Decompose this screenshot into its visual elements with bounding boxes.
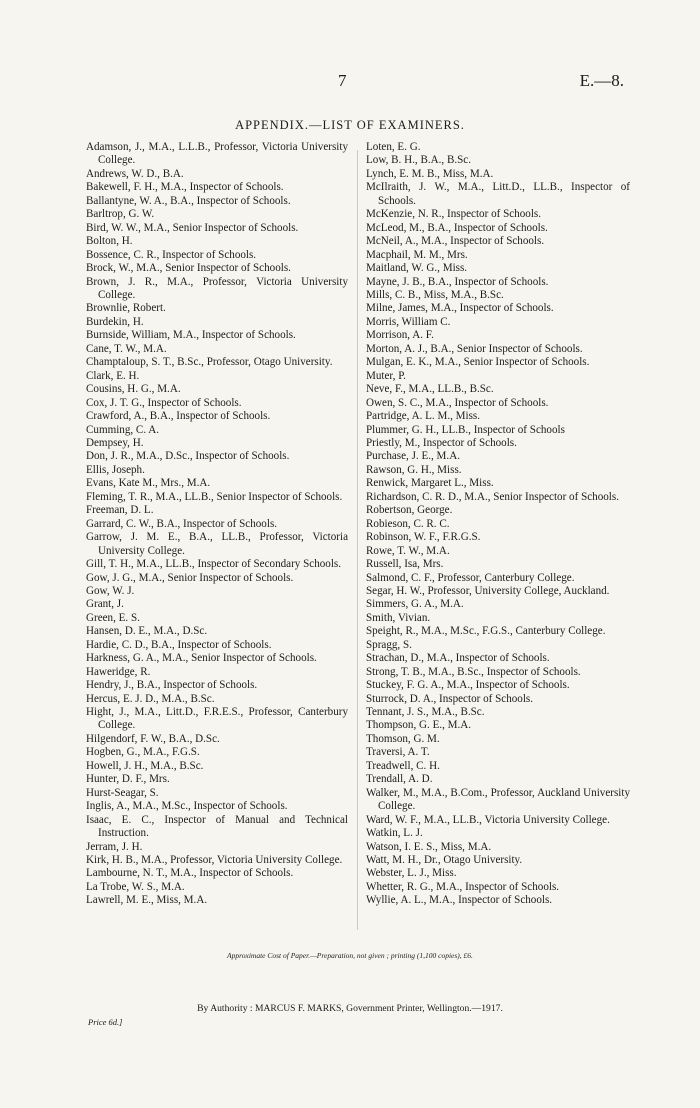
examiner-entry: Ballantyne, W. A., B.A., Inspector of Schools. bbox=[86, 194, 291, 207]
examiner-entry: Cumming, C. A. bbox=[86, 423, 160, 436]
examiner-entry: Loten, E. G. bbox=[366, 141, 421, 153]
examiner-entry: Brownlie, Robert. bbox=[86, 302, 166, 315]
examiner-entry: Haweridge, R. bbox=[86, 665, 151, 678]
examiner-entry: Brown, J. R., M.A., Professor, Victoria University College. bbox=[86, 275, 348, 301]
examiner-entry: Priestly, M., Inspector of Schools. bbox=[366, 436, 517, 449]
examiner-entry: Strong, T. B., M.A., B.Sc., Inspector of Schools. bbox=[366, 665, 581, 678]
examiner-entry: Neve, F., M.A., LL.B., B.Sc. bbox=[366, 383, 494, 396]
examiner-entry: Webster, L. J., Miss. bbox=[366, 867, 457, 880]
examiner-entry: McLeod, M., B.A., Inspector of Schools. bbox=[366, 221, 548, 234]
examiner-entry: Ward, W. F., M.A., LL.B., Victoria University College. bbox=[366, 813, 610, 826]
examiner-entry: Stuckey, F. G. A., M.A., Inspector of Schools. bbox=[366, 679, 570, 692]
examiner-entry: Traversi, A. T. bbox=[366, 746, 430, 759]
examiner-entry: Cane, T. W., M.A. bbox=[86, 342, 167, 355]
examiner-entry: Bossence, C. R., Inspector of Schools. bbox=[86, 248, 257, 261]
price-note: Price 6d.] bbox=[88, 1017, 123, 1027]
examiner-entry: Cox, J. T. G., Inspector of Schools. bbox=[86, 396, 242, 409]
examiner-entry: Brock, W., M.A., Senior Inspector of Schools. bbox=[86, 262, 291, 275]
examiner-entry: Wyllie, A. L., M.A., Inspector of Schools. bbox=[366, 894, 553, 907]
examiner-entry: Hurst-Seagar, S. bbox=[86, 786, 159, 799]
examiner-entry: Burdekin, H. bbox=[86, 315, 144, 328]
examiner-entry: Richardson, C. R. D., M.A., Senior Inspector of Schools. bbox=[366, 490, 619, 503]
examiner-entry: Macphail, M. M., Mrs. bbox=[366, 248, 468, 261]
examiner-entry: Clark, E. H. bbox=[86, 369, 140, 382]
examiner-entry: Watson, I. E. S., Miss, M.A. bbox=[366, 840, 492, 853]
examiner-entry: McIlraith, J. W., M.A., Litt.D., LL.B., Inspector of Schools. bbox=[366, 181, 630, 207]
examiner-entry: Lynch, E. M. B., Miss, M.A. bbox=[366, 167, 494, 180]
examiner-entry: Lambourne, N. T., M.A., Inspector of Schools. bbox=[86, 867, 294, 880]
examiner-entry: Mulgan, E. K., M.A., Senior Inspector of Schools. bbox=[366, 356, 590, 369]
examiner-entry: Freeman, D. L. bbox=[86, 504, 154, 517]
document-reference: E.—8. bbox=[579, 71, 624, 90]
examiner-entry: Kirk, H. B., M.A., Professor, Victoria University College. bbox=[86, 854, 343, 867]
printer-footer: By Authority : MARCUS F. MARKS, Government Printer, Wellington.—1917. bbox=[197, 1003, 503, 1014]
examiner-entry: Maitland, W. G., Miss. bbox=[366, 262, 468, 275]
examiner-entry: Muter, P. bbox=[366, 369, 406, 382]
examiner-entry: Walker, M., M.A., B.Com., Professor, Auckland University College. bbox=[366, 786, 630, 813]
examiner-entry: Morrison, A. F. bbox=[366, 329, 434, 342]
examiner-entry: Partridge, A. L. M., Miss. bbox=[366, 410, 481, 423]
examiner-entry: Harkness, G. A., M.A., Senior Inspector of Schools. bbox=[86, 652, 317, 665]
examiner-entry: Purchase, J. E., M.A. bbox=[366, 450, 460, 463]
examiner-entry: Watt, M. H., Dr., Otago University. bbox=[366, 854, 523, 867]
examiner-entry: Cousins, H. G., M.A. bbox=[86, 383, 181, 396]
examiner-entry: Morris, William C. bbox=[366, 315, 451, 328]
examiner-entry: Sturrock, D. A., Inspector of Schools. bbox=[366, 692, 534, 705]
page-number: 7 bbox=[338, 71, 347, 90]
examiner-entry: Grant, J. bbox=[86, 598, 124, 611]
examiner-entry: Strachan, D., M.A., Inspector of Schools. bbox=[366, 652, 550, 665]
examiner-entry: Milne, James, M.A., Inspector of Schools. bbox=[366, 302, 554, 315]
examiner-entry: Mayne, J. B., B.A., Inspector of Schools. bbox=[366, 275, 549, 288]
examiner-entry: Hight, J., M.A., Litt.D., F.R.E.S., Professor, Canterbury College. bbox=[86, 706, 348, 732]
examiner-entry: Hardie, C. D., B.A., Inspector of Schools. bbox=[86, 638, 272, 651]
examiner-entry: Hilgendorf, F. W., B.A., D.Sc. bbox=[86, 732, 220, 745]
examiner-entry: Gow, J. G., M.A., Senior Inspector of Schools. bbox=[86, 571, 294, 584]
examiner-entry: Hunter, D. F., Mrs. bbox=[86, 773, 170, 786]
column-divider bbox=[357, 150, 358, 930]
examiner-entry: Hercus, E. J. D., M.A., B.Sc. bbox=[86, 692, 215, 705]
examiner-entry: Gow, W. J. bbox=[86, 584, 135, 597]
examiners-list-right bbox=[366, 141, 630, 908]
examiner-entry: Segar, H. W., Professor, University College, Auckland. bbox=[366, 584, 610, 597]
examiner-entry: Evans, Kate M., Mrs., M.A. bbox=[86, 477, 211, 490]
examiner-entry: Salmond, C. F., Professor, Canterbury College. bbox=[366, 571, 575, 584]
examiner-entry: Hendry, J., B.A., Inspector of Schools. bbox=[86, 679, 258, 692]
examiner-entry: Bird, W. W., M.A., Senior Inspector of Schools. bbox=[86, 221, 299, 234]
examiner-entry: Rawson, G. H., Miss. bbox=[366, 463, 462, 476]
examiner-entry: Watkin, L. J. bbox=[366, 827, 423, 840]
examiner-entry: Crawford, A., B.A., Inspector of Schools. bbox=[86, 410, 271, 423]
examiner-entry: Smith, Vivian. bbox=[366, 611, 431, 624]
examiner-entry: Whetter, R. G., M.A., Inspector of Schools. bbox=[366, 880, 560, 893]
examiner-entry: Gill, T. H., M.A., LL.B., Inspector of Secondary Schools. bbox=[86, 558, 342, 571]
examiner-entry: Howell, J. H., M.A., B.Sc. bbox=[86, 759, 204, 772]
examiner-entry: Robertson, George. bbox=[366, 504, 453, 517]
examiner-entry: Speight, R., M.A., M.Sc., F.G.S., Canterbury College. bbox=[366, 625, 606, 638]
examiner-entry: Plummer, G. H., LL.B., Inspector of Schools bbox=[366, 423, 565, 436]
examiner-entry: Bolton, H. bbox=[86, 235, 133, 248]
examiner-entry: Tennant, J. S., M.A., B.Sc. bbox=[366, 706, 485, 719]
examiner-entry: Andrews, W. D., B.A. bbox=[86, 167, 184, 180]
examiner-entry: Simmers, G. A., M.A. bbox=[366, 598, 464, 611]
examiner-entry: Low, B. H., B.A., B.Sc. bbox=[366, 154, 471, 167]
examiners-list-left bbox=[86, 141, 348, 908]
examiner-entry: Inglis, A., M.A., M.Sc., Inspector of Schools. bbox=[86, 800, 288, 813]
examiner-entry: Rowe, T. W., M.A. bbox=[366, 544, 450, 557]
examiner-entry: Barltrop, G. W. bbox=[86, 208, 155, 221]
examiner-entry: McNeil, A., M.A., Inspector of Schools. bbox=[366, 235, 545, 248]
examiner-entry: Isaac, E. C., Inspector of Manual and Technical Instruction. bbox=[86, 813, 348, 840]
examiner-entry: Green, E. S. bbox=[86, 611, 140, 624]
examiner-entry: Russell, Isa, Mrs. bbox=[366, 558, 444, 571]
examiner-entry: Robinson, W. F., F.R.G.S. bbox=[366, 531, 481, 544]
examiner-entry: Thomson, G. M. bbox=[366, 732, 440, 745]
examiner-entry: Morton, A. J., B.A., Senior Inspector of Schools. bbox=[366, 342, 583, 355]
examiner-entry: Mills, C. B., Miss, M.A., B.Sc. bbox=[366, 288, 504, 301]
examiner-entry: Robieson, C. R. C. bbox=[366, 517, 450, 530]
examiner-entry: Lawrell, M. E., Miss, M.A. bbox=[86, 894, 208, 907]
examiner-entry: Trendall, A. D. bbox=[366, 773, 433, 786]
examiner-entry: Fleming, T. R., M.A., LL.B., Senior Inspector of Schools. bbox=[86, 490, 343, 503]
examiner-entry: Treadwell, C. H. bbox=[366, 759, 440, 772]
examiner-entry: Renwick, Margaret L., Miss. bbox=[366, 477, 494, 490]
examiner-entry: Spragg, S. bbox=[366, 638, 412, 651]
cost-note: Approximate Cost of Paper.—Preparation, not given ; printing (1,100 copies), £6. bbox=[227, 951, 473, 960]
examiner-entry: Owen, S. C., M.A., Inspector of Schools. bbox=[366, 396, 549, 409]
examiner-entry: Champtaloup, S. T., B.Sc., Professor, Otago University. bbox=[86, 356, 333, 369]
examiner-entry: McKenzie, N. R., Inspector of Schools. bbox=[366, 208, 541, 221]
examiner-entry: Bakewell, F. H., M.A., Inspector of Schools. bbox=[86, 181, 284, 194]
examiner-entry: Jerram, J. H. bbox=[86, 840, 143, 853]
examiner-entry: Garrow, J. M. E., B.A., LL.B., Professor, Victoria University College. bbox=[86, 531, 348, 557]
examiner-entry: Burnside, William, M.A., Inspector of Schools. bbox=[86, 329, 296, 342]
examiner-entry: Garrard, C. W., B.A., Inspector of Schools. bbox=[86, 517, 278, 530]
examiner-entry: Thompson, G. E., M.A. bbox=[366, 719, 472, 732]
examiner-entry: Adamson, J., M.A., L.L.B., Professor, Victoria University College. bbox=[86, 141, 348, 167]
examiner-entry: Don, J. R., M.A., D.Sc., Inspector of Schools. bbox=[86, 450, 290, 463]
examiner-entry: La Trobe, W. S., M.A. bbox=[86, 880, 185, 893]
page-title: APPENDIX.—LIST OF EXAMINERS. bbox=[235, 118, 465, 132]
examiner-entry: Ellis, Joseph. bbox=[86, 463, 145, 476]
examiner-entry: Dempsey, H. bbox=[86, 436, 144, 449]
examiner-entry: Hansen, D. E., M.A., D.Sc. bbox=[86, 625, 208, 638]
examiner-entry: Hogben, G., M.A., F.G.S. bbox=[86, 746, 200, 759]
